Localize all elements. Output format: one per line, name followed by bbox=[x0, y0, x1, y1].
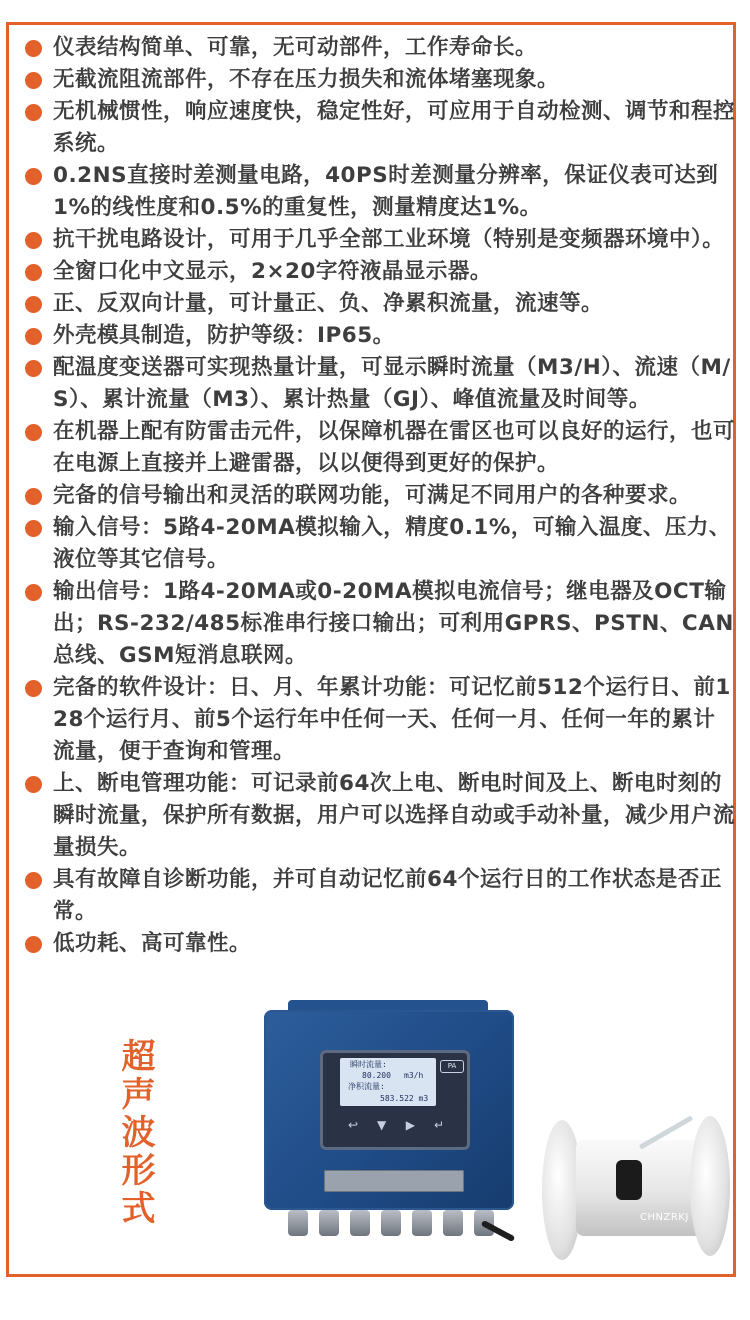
feature-text: 正、反双向计量，可计量正、负、净累积流量，流速等。 bbox=[53, 291, 604, 316]
list-item bbox=[23, 768, 735, 864]
bullet-icon bbox=[25, 296, 42, 313]
list-item bbox=[23, 320, 735, 352]
feature-text: 抗干扰电路设计，可用于几乎全部工业环境（特别是变频器环境中）。 bbox=[53, 227, 725, 252]
feature-text: 在机器上配有防雷击元件，以保障机器在雷区也可以良好的运行，也可在电源上直接并上避雷器，以以便得到更好的保护。 bbox=[53, 419, 736, 476]
feature-text: 完备的软件设计：日、月、年累计功能：可记忆前512个运行日、前128个运行月、前5个运行年中任何一天、任何一月、任何一年的累计流量，便于查询和管理。 bbox=[53, 675, 731, 764]
transducer-icon bbox=[616, 1160, 642, 1200]
list-item bbox=[23, 416, 735, 480]
bullet-icon bbox=[25, 72, 42, 89]
bullet-icon bbox=[25, 680, 42, 697]
lcd-net-flow-value: 583.522 m3 bbox=[380, 1094, 429, 1103]
lcd-instant-flow-value: 80.200 bbox=[362, 1071, 391, 1080]
list-item bbox=[23, 928, 735, 960]
feature-text: 0.2NS直接时差测量电路，40PS时差测量分辨率，保证仪表可达到1%的线性度和0.5%的重复性，测量精度达1%。 bbox=[53, 163, 719, 220]
bullet-icon bbox=[25, 264, 42, 281]
bullet-icon bbox=[25, 104, 42, 121]
list-item bbox=[23, 576, 735, 672]
bullet-icon bbox=[25, 40, 42, 57]
pipe-flange-right bbox=[690, 1116, 730, 1256]
lcd-net-flow-label: 净积流量: bbox=[348, 1082, 385, 1091]
right-key-icon: ▶ bbox=[405, 1118, 415, 1132]
bullet-icon bbox=[25, 584, 42, 601]
feature-text: 无机械惯性，响应速度快，稳定性好，可应用于自动检测、调节和程控系统。 bbox=[53, 99, 736, 156]
feature-text: 配温度变送器可实现热量计量，可显示瞬时流量（M3/H）、流速（M/S）、累计流量（M3）、累计热量（GJ）、峰值流量及时间等。 bbox=[53, 355, 731, 412]
cable-gland-icon bbox=[443, 1210, 463, 1236]
list-item bbox=[23, 160, 735, 224]
feature-text: 具有故障自诊断功能，并可自动记忆前64个运行日的工作状态是否正常。 bbox=[53, 867, 722, 924]
feature-text: 外壳模具制造，防护等级：IP65。 bbox=[53, 323, 395, 348]
bullet-icon bbox=[25, 872, 42, 889]
feature-text: 输出信号：1路4-20MA或0-20MA模拟电流信号；继电器及OCT输出；RS-232/485标准串行接口输出；可利用GPRS、PSTN、CAN总线、GSM短消息联网。 bbox=[53, 579, 734, 668]
cable-gland-icon bbox=[381, 1210, 401, 1236]
enter-key-icon: ↵ bbox=[433, 1118, 444, 1132]
feature-list bbox=[23, 32, 735, 960]
bullet-icon bbox=[25, 232, 42, 249]
lcd-screen bbox=[340, 1058, 436, 1106]
list-item bbox=[23, 480, 735, 512]
list-item bbox=[23, 96, 735, 160]
list-item bbox=[23, 32, 735, 64]
product-type-label: 超声波形式 bbox=[115, 1038, 155, 1228]
list-item bbox=[23, 512, 735, 576]
return-key-icon: ↩ bbox=[347, 1118, 359, 1132]
feature-text: 完备的信号输出和灵活的联网功能，可满足不同用户的各种要求。 bbox=[53, 483, 692, 508]
bullet-icon bbox=[25, 424, 42, 441]
list-item bbox=[23, 672, 735, 768]
list-item bbox=[23, 288, 735, 320]
bullet-icon bbox=[25, 360, 42, 377]
lcd-instant-flow-label: 瞬时流量: bbox=[350, 1060, 387, 1069]
feature-text: 输入信号：5路4-20MA模拟输入，精度0.1%，可输入温度、压力、液位等其它信号。 bbox=[53, 515, 731, 572]
bullet-icon bbox=[25, 168, 42, 185]
meter-keypad bbox=[344, 1116, 448, 1138]
bullet-icon bbox=[25, 776, 42, 793]
pipe-sensor-image bbox=[540, 1116, 736, 1266]
cable-gland-icon bbox=[288, 1210, 308, 1236]
cable-glands bbox=[288, 1210, 494, 1238]
feature-text: 全窗口化中文显示，2×20字符液晶显示器。 bbox=[53, 259, 492, 284]
cable-gland-icon bbox=[319, 1210, 339, 1236]
list-item bbox=[23, 64, 735, 96]
bullet-icon bbox=[25, 328, 42, 345]
down-key-icon: ▼ bbox=[377, 1118, 387, 1132]
feature-text: 低功耗、高可靠性。 bbox=[53, 931, 252, 956]
cable-gland-icon bbox=[350, 1210, 370, 1236]
feature-text: 仪表结构简单、可靠，无可动部件，工作寿命长。 bbox=[53, 35, 538, 60]
list-item bbox=[23, 224, 735, 256]
meter-nameplate bbox=[324, 1170, 464, 1192]
feature-text: 上、断电管理功能：可记录前64次上电、断电时间及上、断电时刻的瞬时流量，保护所有数据，用户可以选择自动或手动补量，减少用户流量损失。 bbox=[53, 771, 736, 860]
meter-display-window bbox=[320, 1050, 470, 1150]
lcd-instant-flow-unit: m3/h bbox=[404, 1071, 424, 1080]
list-item bbox=[23, 864, 735, 928]
list-item bbox=[23, 256, 735, 288]
bullet-icon bbox=[25, 488, 42, 505]
meter-housing bbox=[264, 1010, 514, 1210]
list-item bbox=[23, 352, 735, 416]
pipe-brand-label: CHNZRKJ bbox=[640, 1212, 689, 1223]
certification-badge: PA bbox=[440, 1060, 464, 1073]
flowmeter-image bbox=[258, 1000, 528, 1250]
feature-text: 无截流阻流部件，不存在压力损失和流体堵塞现象。 bbox=[53, 67, 560, 92]
cable-gland-icon bbox=[412, 1210, 432, 1236]
bullet-icon bbox=[25, 520, 42, 537]
bullet-icon bbox=[25, 936, 42, 953]
